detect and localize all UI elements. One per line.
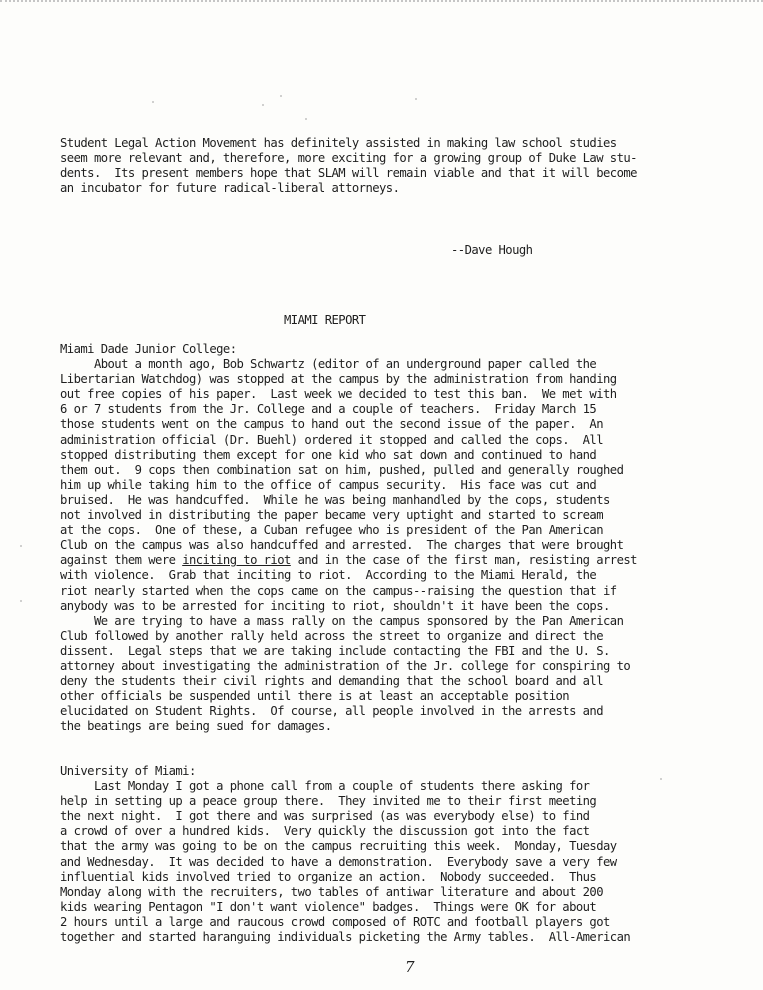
body-line: together and started haranguing individuals picketing the Army tables. All-American (60, 930, 631, 944)
body-line: administration official (Dr. Buehl) ordered it stopped and called the cops. All (60, 432, 604, 447)
body-line: Libertarian Watchdog) was stopped at the campus by the administration from handing (60, 372, 617, 387)
body-line: Monday along with the recruiters, two tables of antiwar literature and about 200 (60, 884, 604, 899)
body-line: Club followed by another rally held across the street to organize and direct the (60, 628, 604, 643)
intro-line: Student Legal Action Movement has definitely assisted in making law school studies (60, 136, 617, 150)
intro-line: an incubator for future radical-liberal attorneys. (60, 181, 400, 196)
body-line: elucidated on Student Rights. Of course, all people involved in the arrests and (60, 704, 604, 719)
body-line (60, 553, 637, 568)
body-line: other officials be suspended until there is at least an acceptable position (60, 689, 570, 704)
body-line: and Wednesday. It was decided to have a demonstration. Everybody save a very few (60, 854, 617, 869)
body-line: the beatings are being sued for damages. (60, 719, 332, 734)
scan-speck (20, 545, 22, 547)
body-line: Last Monday I got a phone call from a couple of students there asking for (60, 779, 590, 793)
body-line: 6 or 7 students from the Jr. College and a couple of teachers. Friday March 15 (60, 402, 597, 417)
body-line: anybody was to be arrested for inciting to riot, shouldn't it have been the cops. (60, 598, 610, 613)
body-line: 2 hours until a large and raucous crowd composed of ROTC and football players got (60, 914, 610, 929)
underlined-phrase: inciting to riot (182, 553, 291, 568)
body-line: that the army was going to be on the campus recruiting this week. Monday, Tuesday (60, 839, 617, 854)
scan-speck (20, 600, 22, 602)
body-line: with violence. Grab that inciting to riot. According to the Miami Herald, the (60, 568, 597, 583)
body-line: at the cops. One of these, a Cuban refugee who is president of the Pan American (60, 523, 604, 538)
body-line: kids wearing Pentagon "I don't want violence" badges. Things were OK for about (60, 899, 597, 914)
section-heading: Miami Dade Junior College: (60, 342, 237, 356)
page-number: 7 (405, 958, 415, 976)
body-line: About a month ago, Bob Schwartz (editor of an underground paper called the (60, 357, 597, 371)
scan-speck (660, 778, 662, 780)
body-line: not involved in distributing the paper became very uptight and started to scream (60, 508, 604, 522)
text-segment: against them were (60, 553, 183, 568)
body-line: riot nearly started when the cops came on the campus--raising the question that if (60, 583, 617, 598)
body-line: attorney about investigating the administration of the Jr. college for conspiring to (60, 659, 631, 673)
text-segment: and in the case of the first man, resisting arrest (290, 553, 637, 568)
body-line: influential kids involved tried to organize an action. Nobody succeeded. Thus (60, 869, 597, 884)
body-line: bruised. He was handcuffed. While he was being manhandled by the cops, students (60, 492, 610, 507)
body-line: dissent. Legal steps that we are taking include contacting the FBI and the U. S. (60, 643, 610, 658)
body-line: out free copies of his paper. Last week we decided to test this ban. We met with (60, 387, 617, 402)
body-line: him up while taking him to the office of campus security. His face was cut and (60, 477, 597, 492)
top-edge-dots (0, 0, 763, 6)
scan-speck (152, 101, 154, 103)
body-line: deny the students their civil rights and demanding that the school board and all (60, 674, 604, 689)
scan-speck (415, 98, 417, 100)
body-line: those students went on the campus to hand out the second issue of the paper. An (60, 417, 604, 432)
body-line: stopped distributing them except for one kid who sat down and continued to hand (60, 447, 597, 462)
body-line: help in setting up a peace group there. They invited me to their first meeting (60, 794, 597, 809)
intro-line: seem more relevant and, therefore, more exciting for a growing group of Duke Law stu- (60, 151, 637, 166)
body-line: the next night. I got there and was surprised (as was everybody else) to find (60, 809, 590, 824)
body-line: them out. 9 cops then combination sat on him, pushed, pulled and generally roughed (60, 462, 624, 477)
signature: --Dave Hough (451, 243, 533, 257)
body-line: Club on the campus was also handcuffed and arrested. The charges that were brought (60, 538, 624, 553)
report-title: MIAMI REPORT (284, 313, 366, 327)
scan-speck (262, 104, 264, 106)
scan-speck (305, 118, 307, 120)
section-heading: University of Miami: (60, 764, 196, 778)
body-line: a crowd of over a hundred kids. Very quickly the discussion got into the fact (60, 824, 590, 839)
intro-line: dents. Its present members hope that SLAM will remain viable and that it will become (60, 166, 637, 181)
body-line: We are trying to have a mass rally on the campus sponsored by the Pan American (60, 613, 624, 628)
scan-speck (280, 95, 282, 97)
